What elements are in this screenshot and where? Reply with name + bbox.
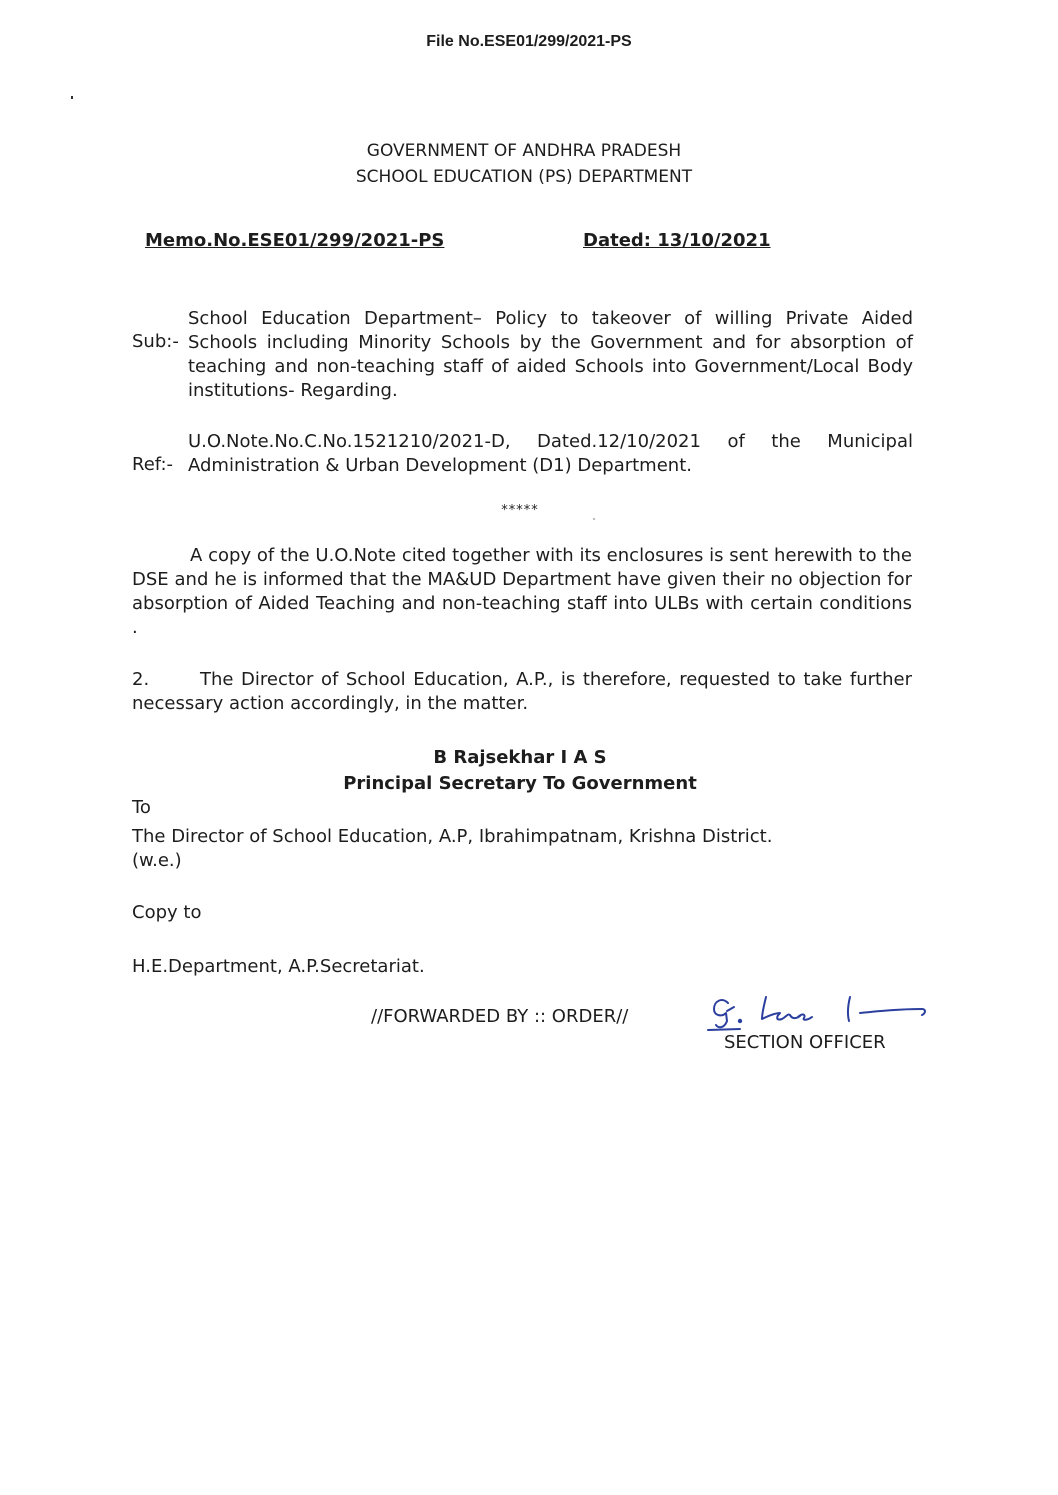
- addressee-line-1: The Director of School Education, A.P, Ibrahimpatnam, Krishna District.: [132, 826, 773, 847]
- body-paragraph-2: [132, 668, 912, 716]
- signatory-name: B Rajsekhar I A S: [433, 747, 607, 768]
- addressee-line-2: (w.e.): [132, 850, 182, 871]
- government-title: GOVERNMENT OF ANDHRA PRADESH: [366, 141, 682, 161]
- body-paragraph-1: A copy of the U.O.Note cited together with its enclosures is sent herewith to the DSE and he is informed that the MA&UD Department have given their no objection for absorption of Aided Teaching and non-teaching staff into ULBs with certain conditions .: [132, 545, 912, 638]
- section-officer-title: SECTION OFFICER: [724, 1032, 886, 1053]
- scan-speck: [71, 96, 73, 99]
- signatory-designation: Principal Secretary To Government: [343, 773, 697, 794]
- scan-speck: [593, 518, 595, 520]
- memo-number: Memo.No.ESE01/299/2021-PS: [145, 230, 445, 251]
- memo-date: Dated: 13/10/2021: [583, 230, 771, 251]
- handwritten-signature: [700, 983, 950, 1038]
- addressee: [132, 825, 932, 873]
- to-label: To: [132, 797, 151, 818]
- department-title: SCHOOL EDUCATION (PS) DEPARTMENT: [355, 167, 693, 187]
- paragraph-2-text: The Director of School Education, A.P., is therefore, requested to take further necessary action accordingly, in the matter.: [132, 669, 912, 714]
- subject-text: School Education Department– Policy to takeover of willing Private Aided Schools including Minority Schools by the Government and for absorption of teaching and non-teaching staff of aided Schools into Government/Local Body institutions- Regarding.: [188, 308, 913, 401]
- reference-text: U.O.Note.No.C.No.1521210/2021-D, Dated.12/10/2021 of the Municipal Administration & Urban Development (D1) Department.: [188, 431, 913, 476]
- file-number: File No.ESE01/299/2021-PS: [426, 33, 632, 50]
- paragraph-number: 2.: [132, 669, 150, 690]
- copy-to-label: Copy to: [132, 902, 202, 923]
- signatory-block: [0, 745, 1040, 797]
- copy-recipient: H.E.Department, A.P.Secretariat.: [132, 956, 425, 977]
- reference-label: Ref:-: [132, 454, 174, 475]
- subject-label: Sub:-: [132, 331, 179, 352]
- forwarded-by-order: //FORWARDED BY :: ORDER//: [371, 1006, 629, 1027]
- separator: *****: [501, 503, 539, 518]
- department-heading: [0, 138, 1048, 190]
